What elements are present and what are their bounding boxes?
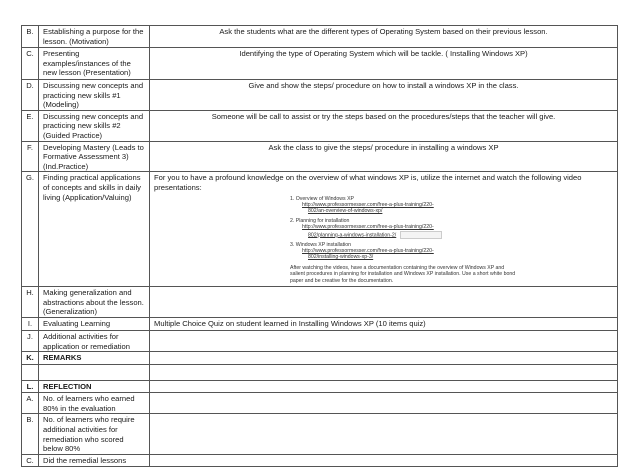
- row-content: [150, 287, 618, 318]
- row-label: No. of learners who require additional activities for remediation who scored below 80%: [39, 414, 150, 454]
- row-code: B.: [22, 414, 39, 454]
- table-row: [22, 48, 618, 80]
- table-row: [22, 454, 618, 466]
- row-content: Ask the students what are the different types of Operating System based on their previous lesson.: [150, 26, 618, 48]
- table-row: [22, 414, 618, 454]
- row-label: Additional activities for application or remediation: [39, 331, 150, 352]
- table-row: [22, 80, 618, 111]
- row-label: Establishing a purpose for the lesson. (Motivation): [39, 26, 150, 48]
- row-code: A.: [22, 393, 39, 414]
- row-content: [150, 172, 618, 287]
- video-link[interactable]: http://www.professormesser.com/free-a-plus-training/220-: [302, 224, 434, 231]
- video-link[interactable]: http://www.professormesser.com/free-a-plus-training/220-: [302, 247, 434, 254]
- video-link-continued[interactable]: [308, 231, 516, 239]
- video-title: 3. Windows XP installation: [290, 241, 352, 248]
- video-link-continued[interactable]: 802/installing-windows-xp-3/: [308, 254, 374, 261]
- table-row: [22, 287, 618, 318]
- row-label: Presenting examples/instances of the new lesson (Presentation): [39, 48, 150, 80]
- video-title: 1. Overview of Windows XP: [290, 195, 355, 202]
- row-code: I.: [22, 318, 39, 331]
- row-label: REMARKS: [39, 352, 150, 365]
- table-row: [22, 365, 618, 381]
- row-code: C.: [22, 48, 39, 80]
- row-code: G.: [22, 172, 39, 287]
- table-row: [22, 318, 618, 331]
- row-label: Developing Mastery (Leads to Formative Assessment 3) (Ind.Practice): [39, 141, 150, 172]
- video-item: [290, 196, 516, 215]
- video-link[interactable]: http://www.professormesser.com/free-a-plus-training/220-: [302, 201, 434, 208]
- row-content: Ask the class to give the steps/ procedure in installing a windows XP: [150, 141, 618, 172]
- documentation-instruction: After watching the videos, have a documentation containing the overview of Windows XP and salient procedures in planning for installation and Windows XP installation. Use a short white bond paper and be creative for the documentation.: [290, 264, 516, 284]
- row-code: E.: [22, 110, 39, 141]
- row-label: No. of learners who earned 80% in the evaluation: [39, 393, 150, 414]
- row-code: [22, 365, 39, 381]
- row-label: Discussing new concepts and practicing new skills #1 (Modeling): [39, 80, 150, 111]
- row-content: Multiple Choice Quiz on student learned in Installing Windows XP (10 items quiz): [150, 318, 618, 331]
- lesson-plan-sheet: [21, 25, 618, 467]
- video-title: 2. Planning for installation: [290, 217, 350, 224]
- row-label: Did the remedial lessons: [39, 454, 150, 466]
- row-code: C.: [22, 454, 39, 466]
- row-label: Evaluating Learning: [39, 318, 150, 331]
- table-row: [22, 26, 618, 48]
- table-row: [22, 141, 618, 172]
- video-link-text[interactable]: 802/planning-a-windows-installation-2/: [308, 231, 397, 238]
- video-item: [290, 218, 516, 239]
- row-code: F.: [22, 141, 39, 172]
- row-label: [39, 365, 150, 381]
- row-content: [150, 352, 618, 365]
- embedded-video-list: [290, 196, 516, 284]
- row-content: [150, 365, 618, 381]
- row-label: Discussing new concepts and practicing new skills #2 (Guided Practice): [39, 110, 150, 141]
- row-content: Identifying the type of Operating System which will be tackle. ( Installing Windows XP): [150, 48, 618, 80]
- row-content: Give and show the steps/ procedure on how to install a windows XP in the class.: [150, 80, 618, 111]
- row-code: D.: [22, 80, 39, 111]
- table-row: [22, 352, 618, 365]
- row-content: [150, 454, 618, 466]
- lesson-plan-table: [21, 25, 618, 467]
- row-code: K.: [22, 352, 39, 365]
- table-row: [22, 381, 618, 393]
- row-code: L.: [22, 381, 39, 393]
- row-content: [150, 393, 618, 414]
- row-label: Making generalization and abstractions about the lesson. (Generalization): [39, 287, 150, 318]
- row-label: Finding practical applications of concepts and skills in daily living (Application/Valuing): [39, 172, 150, 287]
- table-row: [22, 172, 618, 287]
- application-text: For you to have a profound knowledge on the overview of what windows XP is, utilize the internet and watch the following video presentations:: [154, 173, 582, 192]
- table-row: [22, 393, 618, 414]
- row-content: [150, 331, 618, 352]
- row-label: REFLECTION: [39, 381, 150, 393]
- video-thumbnail: [400, 231, 442, 239]
- video-link-continued[interactable]: 802/an-overview-of-windows-xp/: [308, 208, 383, 215]
- row-code: J.: [22, 331, 39, 352]
- table-row: [22, 331, 618, 352]
- table-row: [22, 110, 618, 141]
- row-code: H.: [22, 287, 39, 318]
- row-content: Someone will be call to assist or try the steps based on the procedures/steps that the teacher will give.: [150, 110, 618, 141]
- row-content: [150, 414, 618, 454]
- row-code: B.: [22, 26, 39, 48]
- row-content: [150, 381, 618, 393]
- video-item: [290, 242, 516, 261]
